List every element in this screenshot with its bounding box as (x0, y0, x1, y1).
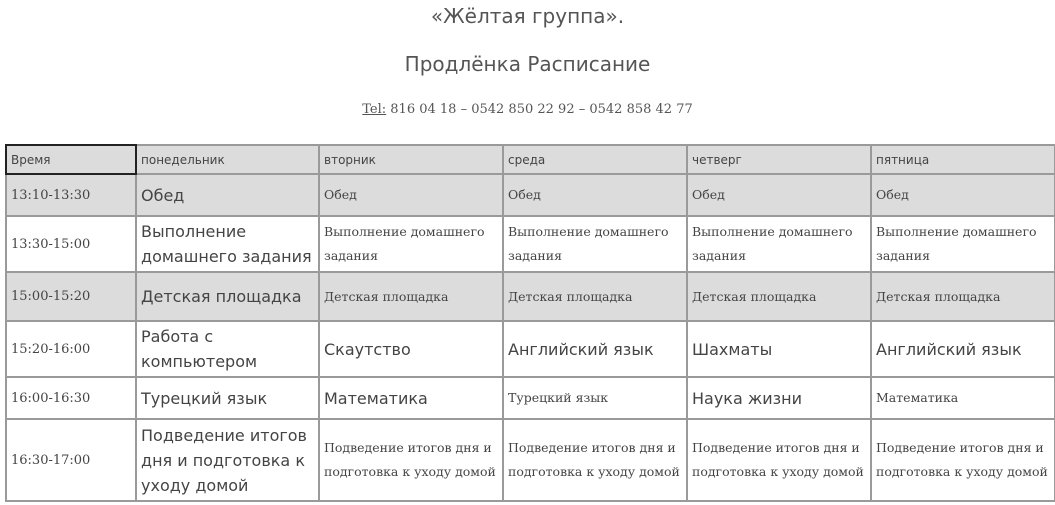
activity-cell: Выполнение домашнего задания (871, 216, 1055, 272)
page-header (0, 0, 1055, 144)
table-row (6, 216, 1055, 272)
activity-cell: Детская площадка (319, 272, 503, 321)
activity-cell: Детская площадка (871, 272, 1055, 321)
activity-cell: Выполнение домашнего задания (136, 216, 319, 272)
tel-link[interactable]: Tel: (362, 102, 387, 117)
activity-cell: Выполнение домашнего задания (503, 216, 687, 272)
activity-cell: Наука жизни (687, 377, 871, 419)
header-row (6, 145, 1055, 174)
activity-cell: Английский язык (503, 321, 687, 377)
phone-line (0, 102, 1055, 117)
schedule-subtitle: Продлёнка Расписание (404, 52, 651, 76)
activity-cell: Подведение итогов дня и подготовка к уходу домой (136, 419, 319, 501)
time-cell: 13:30-15:00 (6, 216, 136, 272)
activity-cell: Турецкий язык (136, 377, 319, 419)
activity-cell: Выполнение домашнего задания (319, 216, 503, 272)
activity-cell: Математика (319, 377, 503, 419)
column-header-monday: понедельник (136, 145, 319, 174)
activity-cell: Подведение итогов дня и подготовка к уходу домой (871, 419, 1055, 501)
activity-cell: Английский язык (871, 321, 1055, 377)
column-header-tuesday: вторник (319, 145, 503, 174)
table-row (6, 419, 1055, 501)
column-header-time: Время (6, 145, 136, 174)
activity-cell: Детская площадка (503, 272, 687, 321)
activity-cell: Детская площадка (687, 272, 871, 321)
activity-cell: Турецкий язык (503, 377, 687, 419)
activity-cell: Обед (871, 174, 1055, 216)
activity-cell: Обед (687, 174, 871, 216)
phone-numbers: 816 04 18 – 0542 850 22 92 – 0542 858 42 77 (386, 102, 693, 117)
group-title: «Жёлтая группа». (430, 4, 625, 28)
activity-cell: Работа с компьютером (136, 321, 319, 377)
time-cell: 16:30-17:00 (6, 419, 136, 501)
time-cell: 15:20-16:00 (6, 321, 136, 377)
activity-cell: Обед (319, 174, 503, 216)
activity-cell: Детская площадка (136, 272, 319, 321)
activity-cell: Обед (136, 174, 319, 216)
schedule-table (5, 144, 1055, 502)
activity-cell: Математика (871, 377, 1055, 419)
activity-cell: Скаутство (319, 321, 503, 377)
activity-cell: Шахматы (687, 321, 871, 377)
activity-cell: Подведение итогов дня и подготовка к уходу домой (319, 419, 503, 501)
column-header-friday: пятница (871, 145, 1055, 174)
column-header-thursday: четверг (687, 145, 871, 174)
time-cell: 15:00-15:20 (6, 272, 136, 321)
table-row (6, 321, 1055, 377)
table-row (6, 377, 1055, 419)
column-header-wednesday: среда (503, 145, 687, 174)
activity-cell: Подведение итогов дня и подготовка к уходу домой (687, 419, 871, 501)
table-row (6, 272, 1055, 321)
time-cell: 16:00-16:30 (6, 377, 136, 419)
table-row (6, 174, 1055, 216)
time-cell: 13:10-13:30 (6, 174, 136, 216)
activity-cell: Выполнение домашнего задания (687, 216, 871, 272)
activity-cell: Обед (503, 174, 687, 216)
activity-cell: Подведение итогов дня и подготовка к уходу домой (503, 419, 687, 501)
